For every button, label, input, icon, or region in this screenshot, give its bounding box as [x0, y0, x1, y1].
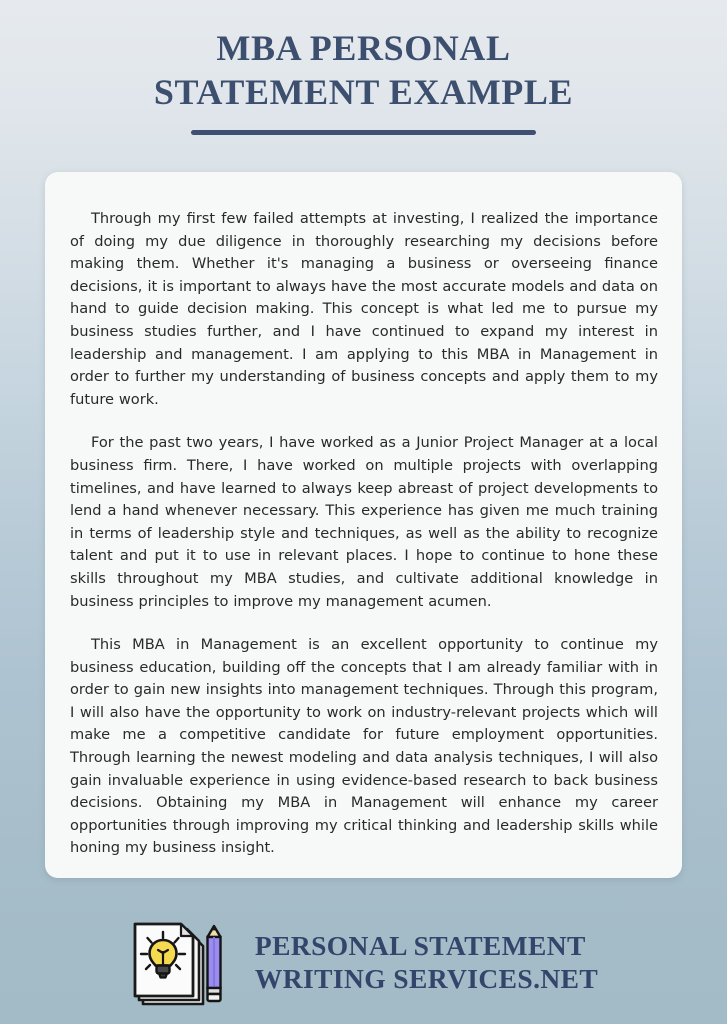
page-title-line-2: STATEMENT EXAMPLE [153, 72, 574, 112]
essay-paragraph: For the past two years, I have worked as a Junior Project Manager at a local business firm. There, I have worked on multiple projects with overlapping timelines, and have learned to always keep abreast of project developments to lend a hand whenever necessary. This experience has given me much training in terms of leadership style and techniques, as well as the ability to recognize talent and put it to use in relevant places. I hope to continue to hone these skills throughout my MBA studies, and cultivate additional knowledge in business principles to improve my management acumen. [70, 434, 658, 610]
essay-paragraph: This MBA in Management is an excellent opportunity to continue my business education, building off the concepts that I am already familiar with in order to gain new insights into management techniques. Through this program, I will also have the opportunity to work on industry-relevant projects which will make me a competitive candidate for future employment opportunities. Through learning the newest modeling and data analysis techniques, I will also gain invaluable experience in using evidence-based research to back business decisions. Obtaining my MBA in Management will enhance my career opportunities through improving my critical thinking and leadership skills while honing my business insight. [70, 636, 658, 857]
page-title-line-1: MBA PERSONAL [216, 28, 511, 68]
page-title [0, 26, 727, 114]
site-footer [0, 912, 727, 1012]
brand-name-line-1: PERSONAL STATEMENT [254, 930, 586, 961]
page-header [0, 26, 727, 135]
essay-card [45, 172, 682, 878]
papers-lightbulb-pencil-icon [129, 912, 237, 1012]
brand-name [255, 929, 598, 995]
title-underline-rule [191, 130, 536, 135]
essay-body [45, 172, 682, 860]
essay-paragraph: Through my first few failed attempts at investing, I realized the importance of doing my due diligence in thoroughly researching my decisions before making them. Whether it's managing a business or overseeing finance decisions, it is important to always have the most accurate models and data on hand to guide decision making. This concept is what led me to pursue my business studies further, and I have continued to expand my interest in leadership and management. I am applying to this MBA in Management in order to further my understanding of business concepts and apply them to my future work. [70, 210, 658, 408]
brand-name-line-2: WRITING SERVICES.NET [254, 963, 599, 994]
